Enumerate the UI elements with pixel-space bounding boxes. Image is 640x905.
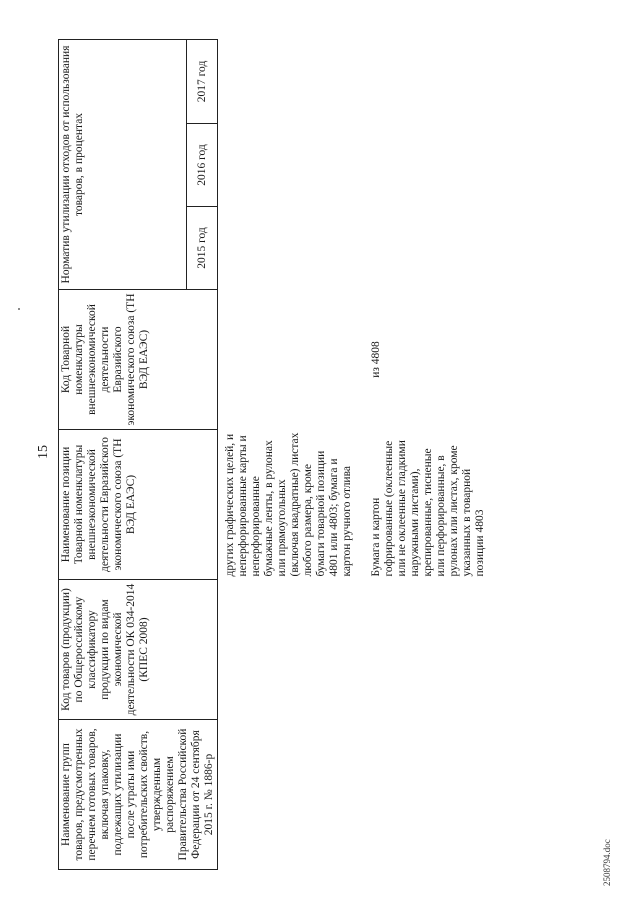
page-number: 15 <box>36 445 51 459</box>
header-year-2017: 2017 год <box>187 39 218 123</box>
cell-okpd-code <box>364 580 493 720</box>
header-okpd-code: Код товаров (продукции) по Общероссийскому классификатору продукции по видам экономической деятельности ОК 034-2014 (КПЕС 2008) <box>59 580 218 720</box>
cell-2016 <box>218 124 361 207</box>
cell-tnved-name: Бумага и картон гофрированные (оклеенные или не оклеенные гладкими наружными листами), крепированные, тисненые или перфорированные, в рулонах или листах, кроме указанных в товарной позиции 4803 <box>370 440 486 577</box>
cell-group-name <box>218 720 361 870</box>
cell-2017 <box>364 39 493 123</box>
cell-group-name <box>364 720 493 870</box>
cell-okpd-code <box>218 580 361 720</box>
cell-2015 <box>364 207 493 290</box>
document-id: 2508794.doc <box>602 839 612 886</box>
table-row <box>218 39 361 869</box>
header-year-2015: 2015 год <box>187 207 218 290</box>
cell-tnved-name: других графических целей, и неперфорированные карты и неперфорированные бумажные ленты, в рулонах или прямоугольных (включая квадратные) листах любого размера, кроме бумаги товарной позиции 4801 или 4803; бумага и картон ручного отлива <box>224 432 353 577</box>
scan-speck <box>18 308 20 310</box>
rotated-page <box>10 12 630 892</box>
cell-2017 <box>218 39 361 123</box>
cell-2016 <box>364 124 493 207</box>
table-row <box>364 39 493 869</box>
header-tnved-name: Наименование позиции Товарной номенклатуры внешнеэкономической деятельности Евразийского экономического союза (ТН ВЭД ЕАЭС) <box>59 430 218 580</box>
header-row <box>59 39 187 869</box>
cell-tnved-code: из 4808 <box>370 341 382 378</box>
cell-2015 <box>218 207 361 290</box>
waste-norms-table <box>58 39 493 870</box>
header-norm: Норматив утилизации отходов от использования товаров, в процентах <box>59 39 187 289</box>
header-group-name: Наименование групп товаров, предусмотренных перечнем готовых товаров, включая упаковку, подлежащих утилизации после утраты ими потребительских свойств, утвержденным распоряжением Правительства Российской Федерации от 24 сентября 2015 г. № 1886-р <box>59 720 218 870</box>
cell-tnved-code <box>218 290 361 430</box>
header-tnved-code: Код Товарной номенклатуры внешнеэкономической деятельности Евразийского экономического союза (ТН ВЭД ЕАЭС) <box>59 290 218 430</box>
header-year-2016: 2016 год <box>187 124 218 207</box>
